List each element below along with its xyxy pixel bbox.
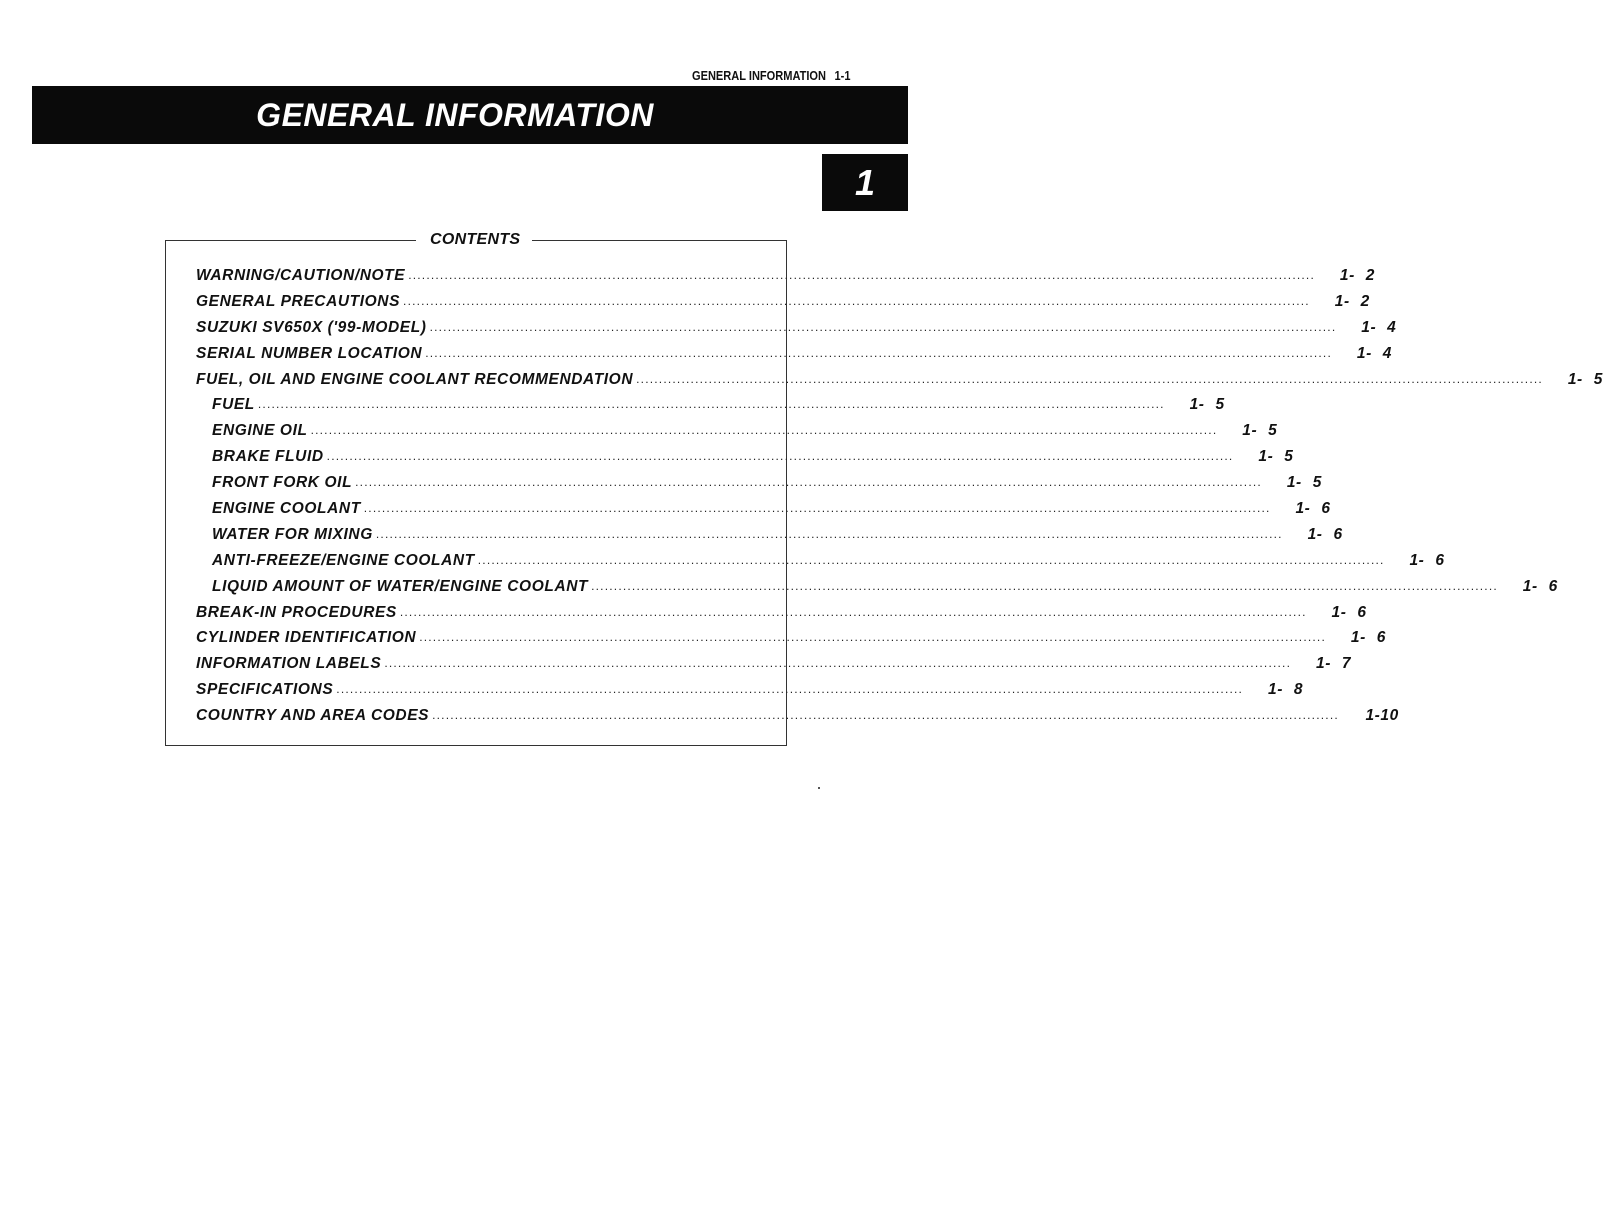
toc-leader-dots: ........................................................................................................................................................................................................ — [419, 630, 1326, 645]
toc-entry-label: ANTI-FREEZE/ENGINE COOLANT — [212, 551, 475, 569]
toc-entry-label: CYLINDER IDENTIFICATION — [196, 629, 417, 647]
toc-entry — [196, 474, 1322, 500]
toc-entry — [196, 396, 1225, 422]
toc-entry-label: SPECIFICATIONS — [196, 681, 334, 699]
running-header-section: GENERAL INFORMATION — [691, 68, 826, 83]
toc-entry-label: BREAK-IN PROCEDURES — [196, 603, 397, 621]
toc-entry — [196, 318, 1397, 345]
toc-leader-dots: ........................................................................................................................................................................................................ — [355, 475, 1262, 490]
toc-entry-page: 1- 5 — [1286, 474, 1322, 492]
toc-leader-dots: ........................................................................................................................................................................................................ — [408, 268, 1315, 282]
toc-entry-label: GENERAL PRECAUTIONS — [196, 292, 401, 310]
toc-entry-page: 1- 5 — [1567, 370, 1603, 388]
toc-entry — [196, 603, 1367, 630]
toc-entry-page: 1- 6 — [1350, 629, 1386, 647]
toc-entry — [196, 344, 1392, 371]
toc-entry-label: ENGINE COOLANT — [212, 500, 361, 518]
toc-leader-dots: ........................................................................................................................................................................................................ — [477, 552, 1385, 567]
toc-entry — [196, 551, 1445, 578]
toc-entry-label: FRONT FORK OIL — [212, 474, 353, 492]
toc-leader-dots: ........................................................................................................................................................................................................ — [425, 345, 1332, 360]
toc-leader-dots: ........................................................................................................................................................................................................ — [636, 371, 1543, 386]
toc-entry — [196, 500, 1331, 526]
toc-entry — [196, 267, 1375, 293]
toc-entry-label: LIQUID AMOUNT OF WATER/ENGINE COOLANT — [212, 577, 589, 595]
toc-entry — [196, 655, 1352, 681]
toc-entry-page: 1- 2 — [1334, 292, 1370, 310]
toc-entry — [196, 577, 1558, 604]
toc-entry-page: 1- 5 — [1189, 396, 1225, 414]
table-of-contents — [196, 267, 1603, 733]
scan-speck — [818, 787, 820, 789]
toc-entry-page: 1- 8 — [1267, 681, 1304, 699]
toc-entry-page: 1- 4 — [1356, 344, 1392, 362]
toc-leader-dots: ........................................................................................................................................................................................................ — [310, 423, 1218, 438]
toc-entry — [196, 292, 1370, 319]
toc-entry-page: 1- 6 — [1295, 500, 1331, 518]
toc-entry — [196, 681, 1304, 707]
toc-entry-page: 1- 6 — [1522, 577, 1558, 595]
toc-entry-label: BRAKE FLUID — [212, 448, 324, 466]
toc-entry-label: SUZUKI SV650X ('99-MODEL) — [196, 318, 427, 336]
toc-entry-page: 1- 4 — [1361, 318, 1397, 336]
toc-leader-dots: ........................................................................................................................................................................................................ — [591, 578, 1498, 593]
toc-entry — [196, 422, 1278, 448]
contents-heading: CONTENTS — [416, 231, 532, 249]
toc-leader-dots: ........................................................................................................................................................................................................ — [403, 293, 1310, 308]
toc-entry-page: 1- 7 — [1316, 655, 1352, 673]
toc-entry-label: ENGINE OIL — [212, 422, 308, 440]
toc-entry-label: SERIAL NUMBER LOCATION — [196, 344, 423, 362]
chapter-title: GENERAL INFORMATION — [256, 96, 654, 133]
toc-entry-page: 1- 5 — [1258, 448, 1294, 466]
toc-entry — [196, 370, 1603, 397]
toc-leader-dots: ........................................................................................................................................................................................................ — [375, 526, 1283, 541]
toc-entry-page: 1- 6 — [1331, 603, 1367, 621]
toc-entry-label: WATER FOR MIXING — [212, 525, 373, 543]
toc-leader-dots: ........................................................................................................................................................................................................ — [384, 656, 1292, 671]
toc-entry-label: FUEL, OIL AND ENGINE COOLANT RECOMMENDATION — [196, 370, 634, 388]
toc-entry-label: INFORMATION LABELS — [196, 655, 382, 673]
running-header-page-number: 1-1 — [834, 68, 850, 83]
toc-entry-page: 1- 5 — [1242, 422, 1278, 440]
toc-entry-page: 1- 6 — [1307, 525, 1343, 543]
toc-entry — [196, 525, 1343, 552]
toc-entry-page: 1- 6 — [1409, 551, 1445, 569]
chapter-title-bar — [32, 86, 908, 144]
toc-entry-label: COUNTRY AND AREA CODES — [196, 707, 430, 725]
toc-leader-dots: ........................................................................................................................................................................................................ — [257, 397, 1165, 412]
running-header — [691, 68, 850, 83]
toc-entry-label: FUEL — [212, 396, 255, 414]
toc-entry — [196, 707, 1399, 733]
toc-leader-dots: ........................................................................................................................................................................................................ — [432, 708, 1339, 723]
chapter-number: 1 — [854, 161, 876, 203]
toc-leader-dots: ........................................................................................................................................................................................................ — [326, 449, 1234, 464]
toc-entry-label: WARNING/CAUTION/NOTE — [196, 267, 406, 284]
toc-leader-dots: ........................................................................................................................................................................................................ — [399, 604, 1307, 619]
toc-entry-page: 1-10 — [1365, 707, 1399, 725]
toc-leader-dots: ........................................................................................................................................................................................................ — [363, 501, 1271, 516]
toc-leader-dots: ........................................................................................................................................................................................................ — [336, 682, 1244, 697]
contents-box — [165, 231, 1603, 746]
chapter-tab — [822, 154, 908, 211]
toc-leader-dots: ........................................................................................................................................................................................................ — [429, 319, 1337, 334]
toc-entry-page: 1- 2 — [1339, 267, 1375, 284]
toc-entry — [196, 448, 1294, 474]
toc-entry — [196, 629, 1386, 655]
